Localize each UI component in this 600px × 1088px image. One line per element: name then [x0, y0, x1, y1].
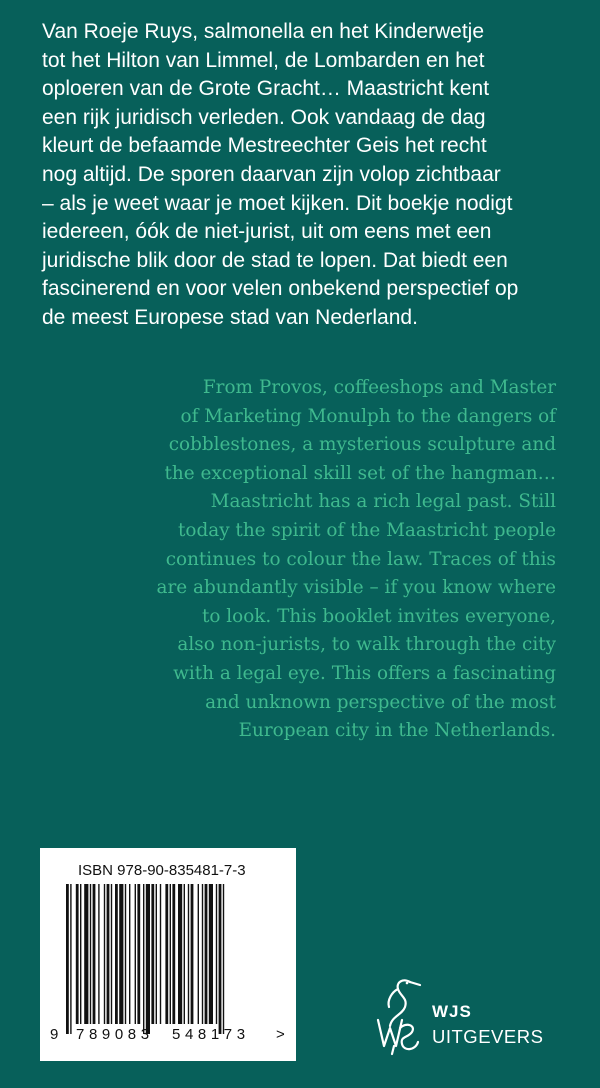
- barcode-bar: [198, 884, 199, 1024]
- barcode-bar: [170, 884, 171, 1024]
- barcode-bar: [90, 884, 91, 1024]
- isbn-label: ISBN 978-90-835481-7-3: [78, 862, 246, 879]
- barcode-bar: [84, 884, 88, 1024]
- barcode-bar: [107, 884, 110, 1024]
- dutch-blurb: [42, 18, 582, 333]
- english-line: the exceptional skill set of the hangman…: [164, 462, 556, 484]
- dutch-line: – als je weet waar je moet kijken. Dit boekje nodigt: [42, 191, 513, 215]
- barcode-bar: [119, 884, 123, 1024]
- barcode-bar: [172, 884, 175, 1024]
- dutch-line: juridische blik door de stad te lopen. Dat biedt een: [42, 248, 508, 272]
- english-line: From Provos, coffeeshops and Master: [202, 377, 556, 398]
- barcode-bar: [135, 884, 136, 1024]
- dutch-line: iedereen, óók de niet-jurist, uit om eens met een: [42, 220, 492, 244]
- barcode-bar: [151, 884, 154, 1024]
- barcode-bar: [125, 884, 126, 1024]
- publisher-name-top: WJS: [432, 1002, 472, 1021]
- english-line: with a legal eye. This offers a fascinating: [173, 662, 556, 684]
- dutch-line: de meest Europese stad van Nederland.: [42, 305, 418, 329]
- english-line: are abundantly visible – if you know where: [156, 577, 556, 599]
- barcode-bar: [115, 884, 118, 1024]
- barcode-bar: [70, 884, 71, 1034]
- barcode-bar: [209, 884, 213, 1024]
- barcode-bar: [216, 884, 217, 1024]
- barcode-bar: [146, 884, 150, 1034]
- barcode-bar: [219, 884, 222, 1034]
- english-line: European city in the Netherlands.: [238, 720, 556, 742]
- barcode-bar: [104, 884, 105, 1024]
- english-line: and unknown perspective of the most: [205, 691, 556, 713]
- barcode-bar: [93, 884, 96, 1024]
- barcode-bar: [137, 884, 140, 1024]
- barcode-bar: [188, 884, 189, 1024]
- barcode-bar: [129, 884, 130, 1024]
- dutch-line: kleurt de befaamde Mestreechter Geis het recht: [42, 134, 487, 158]
- barcode-bar: [205, 884, 208, 1024]
- barcode-bar: [223, 884, 224, 1034]
- publisher-name-bottom: UITGEVERS: [432, 1026, 544, 1047]
- english-line: also non-jurists, to walk through the city: [177, 634, 556, 656]
- dutch-line: fascinerend en voor velen onbekend perspectief op: [42, 277, 519, 301]
- barcode-bar: [156, 884, 157, 1024]
- barcode-bar: [80, 884, 81, 1024]
- english-line: Maastricht has a rich legal past. Still: [210, 491, 556, 513]
- dutch-line: tot het Hilton van Limmel, de Lombarden en het: [42, 48, 485, 72]
- barcode-bar: [143, 884, 144, 1034]
- barcode-bar: [184, 884, 185, 1024]
- english-line: to look. This booklet invites everyone,: [201, 605, 556, 627]
- barcode-bar: [111, 884, 112, 1024]
- dutch-line: een rijk juridisch verleden. Ook vandaag de dag: [42, 105, 486, 129]
- barcode-bar: [202, 884, 203, 1024]
- barcode-bars: [66, 884, 270, 1034]
- barcode-bar: [66, 884, 69, 1034]
- barcode-lead-digit: 9: [50, 1026, 59, 1043]
- barcode-right-digits: 548173: [172, 1026, 250, 1043]
- english-line: today the spirit of the Maastricht people: [178, 519, 556, 541]
- isbn-barcode-panel: [40, 848, 296, 1061]
- barcode-bar: [160, 884, 161, 1024]
- barcode-bar: [76, 884, 79, 1024]
- barcode-bar: [178, 884, 182, 1024]
- dutch-line: Van Roeje Ruys, salmonella en het Kinderwetje: [42, 20, 485, 43]
- english-line: continues to colour the law. Traces of this: [165, 548, 556, 570]
- english-line: of Marketing Monulph to the dangers of: [180, 405, 556, 427]
- dutch-line: nog altijd. De sporen daarvan zijn volop zichtbaar: [42, 162, 501, 186]
- heron-monogram-icon: [370, 976, 428, 1056]
- barcode-bar: [98, 884, 99, 1024]
- dutch-line: oploeren van de Grote Gracht… Maastricht kent: [42, 77, 490, 101]
- barcode-quiet-zone-mark: >: [276, 1026, 285, 1043]
- publisher-logo: [370, 976, 570, 1056]
- english-blurb: [76, 374, 556, 746]
- barcode-bar: [191, 884, 194, 1024]
- barcode-left-digits: 789083: [76, 1026, 154, 1043]
- barcode-bar: [165, 884, 168, 1024]
- english-line: cobblestones, a mysterious sculpture and: [168, 434, 556, 456]
